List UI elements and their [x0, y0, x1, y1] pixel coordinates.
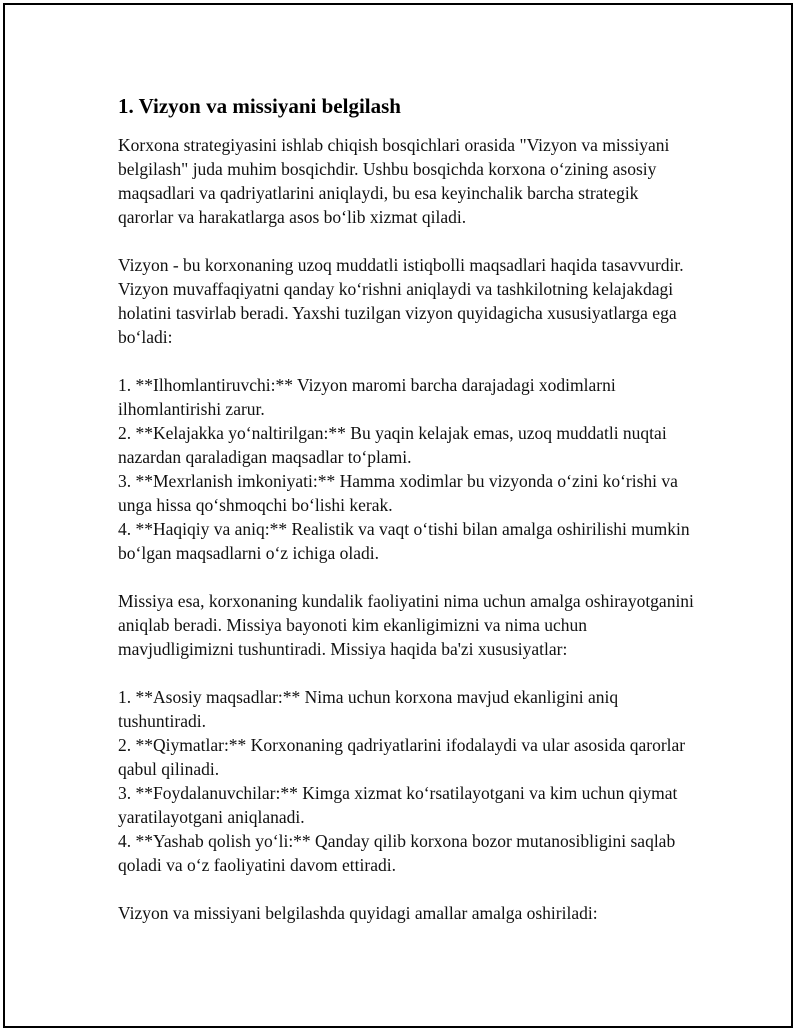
list-item: 1. **Asosiy maqsadlar:** Nima uchun korxona mavjud ekanligini aniq tushuntiradi.: [118, 687, 619, 731]
list-item: 1. **Ilhomlantiruvchi:** Vizyon maromi barcha darajadagi xodimlarni ilhomlantirishi zarur.: [118, 375, 616, 419]
vision-features-list: [118, 373, 698, 565]
list-item: 3. **Mexrlanish imkoniyati:** Hamma xodimlar bu vizyonda o‘zini ko‘rishi va unga hissa qo‘shmoqchi bo‘lishi kerak.: [118, 471, 678, 515]
list-item: 2. **Kelajakka yo‘naltirilgan:** Bu yaqin kelajak emas, uzoq muddatli nuqtai nazardan qaraladigan maqsadlar to‘plami.: [118, 423, 667, 467]
mission-features-list: [118, 685, 698, 877]
actions-paragraph: Vizyon va missiyani belgilashda quyidagi amallar amalga oshiriladi:: [118, 903, 598, 923]
intro-paragraph: Korxona strategiyasini ishlab chiqish bosqichlari orasida "Vizyon va missiyani belgilash" juda muhim bosqichdir. Ushbu bosqichda korxona o‘zining asosiy maqsadlari va qadriyatlarini aniqlaydi, bu esa keyinchalik barcha strategik qarorlar va harakatlarga asos bo‘lib xizmat qiladi.: [118, 135, 670, 227]
mission-paragraph: Missiya esa, korxonaning kundalik faoliyatini nima uchun amalga oshirayotganini aniqlab beradi. Missiya bayonoti kim ekanligimizni va nima uchun mavjudligimizni tushuntiradi. Missiya haqida ba'zi xususiyatlar:: [118, 591, 694, 659]
list-item: 4. **Yashab qolish yo‘li:** Qanday qilib korxona bozor mutanosibligini saqlab qoladi va o‘z faoliyatini davom ettiradi.: [118, 831, 676, 875]
vision-paragraph: Vizyon - bu korxonaning uzoq muddatli istiqbolli maqsadlari haqida tasavvurdir. Vizyon muvaffaqiyatni qanday ko‘rishni aniqlaydi va tashkilotning kelajakdagi holatini tasvirlab beradi. Yaxshi tuzilgan vizyon quyidagicha xususiyatlarga ega bo‘ladi:: [118, 255, 684, 347]
document-body: [118, 91, 698, 949]
list-item: 4. **Haqiqiy va aniq:** Realistik va vaqt o‘tishi bilan amalga oshirilishi mumkin bo‘lgan maqsadlarni o‘z ichiga oladi.: [118, 519, 690, 563]
list-item: 2. **Qiymatlar:** Korxonaning qadriyatlarini ifodalaydi va ular asosida qarorlar qabul qilinadi.: [118, 735, 686, 779]
section-heading: 1. Vizyon va missiyani belgilash: [118, 94, 401, 118]
list-item: 3. **Foydalanuvchilar:** Kimga xizmat ko‘rsatilayotgani va kim uchun qiymat yaratilayotgani aniqlanadi.: [118, 783, 678, 827]
